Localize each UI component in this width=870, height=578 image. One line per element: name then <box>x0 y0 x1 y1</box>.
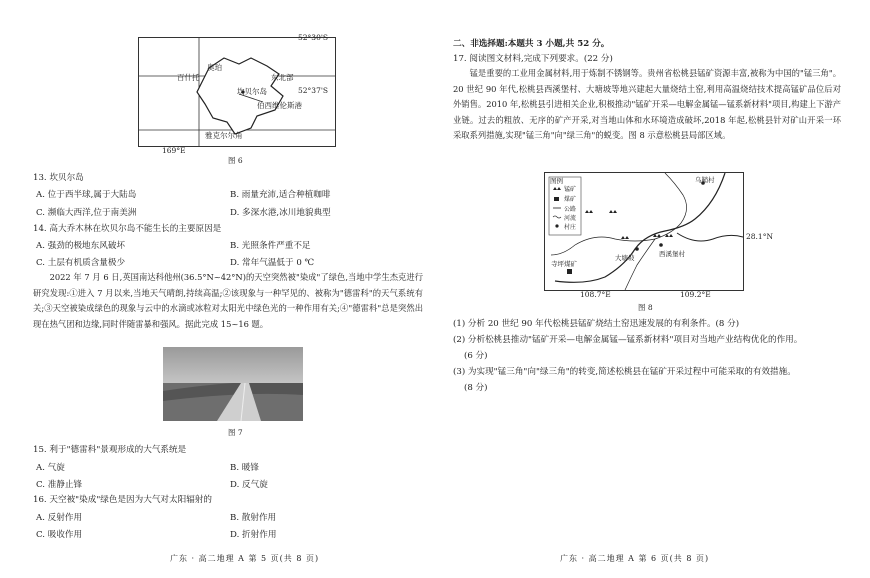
option-c[interactable]: C. 濒临大西洋,位于南美洲 <box>36 208 137 218</box>
page-footer: 广东 · 高二地理 A 第 6 页(共 8 页) <box>560 554 710 563</box>
option-d[interactable]: D. 常年气温低于 0 ℃ <box>230 258 315 268</box>
latitude-label: 28.1°N <box>746 232 774 241</box>
sub-question-1: (1) 分析 20 世纪 90 年代松桃县锰矿烧结土窑迅速发展的有利条件。(8 分) <box>453 319 740 329</box>
map-label: 奥珀 <box>207 63 222 72</box>
legend-item: 村庄 <box>564 224 577 231</box>
option-d[interactable]: D. 多深水港,冰川地貌典型 <box>230 208 331 218</box>
latitude-label: 52°37'S <box>298 86 329 95</box>
place-label: 西溪堡村 <box>659 250 685 258</box>
longitude-label: 109.2°E <box>680 290 711 299</box>
option-b[interactable]: B. 暖锋 <box>230 463 259 473</box>
place-label: 寺坪煤矿 <box>551 260 577 268</box>
question-17-material: 锰是重要的工业用金属材料,用于炼制不锈钢等。贵州省松桃县锰矿资源丰富,被称为中国的"锰三角"。20 世纪 90 年代,松桃县西溪堡村、大塘坡等地兴建起大量烧结土窑,利用高温烧结技术提高锰矿品位后对外销售。2010 年,松桃县引进相关企业,积极推动"锰矿开采—电解金属锰—锰系新材料"项目,构建上下游产业链。过去的粗放、无序的矿产开采,对当地山体和水环境造成破坏,2018 年起,松桃县针对矿山开采一环采取系列措施,实现"锰三角"向"绿三角"的蜕变。图 8 示意松桃县局部区域。 <box>453 68 841 140</box>
figure-8-caption: 图 8 <box>638 303 653 312</box>
right-page <box>450 0 850 578</box>
figure-6-caption: 图 6 <box>228 156 243 165</box>
place-label: 大塘坡 <box>615 254 635 262</box>
sub-question-2: (2) 分析松桃县推动"锰矿开采—电解金属锰—锰系新材料"项目对当地产业结构优化的作用。 <box>453 335 803 345</box>
option-a[interactable]: A. 气旋 <box>36 463 65 473</box>
question-14-stem: 14. 高大乔木林在坎贝尔岛不能生长的主要原因是 <box>33 224 222 234</box>
legend-item: 煤矿 <box>564 196 577 203</box>
option-d[interactable]: D. 反气旋 <box>230 480 268 490</box>
sub-question-3-score: (8 分) <box>464 383 488 393</box>
question-15-stem: 15. 利于"德雷科"景观形成的大气系统是 <box>33 445 187 455</box>
map-label: 坎贝尔岛 <box>237 87 267 96</box>
latitude-label: 52°30'S <box>298 33 329 42</box>
option-a[interactable]: A. 反射作用 <box>36 513 83 523</box>
legend-title: 图例 <box>550 177 563 185</box>
passage-15-16: 2022 年 7 月 6 日,英国南达科他州(36.5°N~42°N)的天空突然被"染成"了绿色,当地中学生杰克进行研究发现:①进入 7 月以来,当地天气晴朗,持续高温;②该现象与一种罕见的、被称为"德雷科"的天气系统有关;③天空被染成绿色的现象与云中的水滴或冰粒对太阳光中绿色光的一种作用有关;④"德雷科"总是突然出现在热气团和边缘,同时伴随雷暴和强风。据此完成 15~16 题。 <box>33 272 423 329</box>
option-a[interactable]: A. 位于西半球,属于大陆岛 <box>36 190 137 200</box>
section-heading: 二、非选择题:本题共 3 小题,共 52 分。 <box>453 39 610 49</box>
map-label: 百什托 <box>177 73 200 82</box>
figure-7-caption: 图 7 <box>228 428 243 437</box>
question-13-stem: 13. 坎贝尔岛 <box>33 173 84 183</box>
option-b[interactable]: B. 雨量充沛,适合种植咖啡 <box>230 190 331 200</box>
legend-item: 锰矿 <box>564 186 577 193</box>
sub-question-2-score: (6 分) <box>464 351 488 361</box>
option-c[interactable]: C. 准静止锋 <box>36 480 83 490</box>
map-label: 雅克尔尔角 <box>205 131 243 140</box>
place-label: 乌鞘村 <box>695 176 715 184</box>
longitude-label: 169°E <box>162 146 186 155</box>
question-16-stem: 16. 天空被"染成"绿色是因为大气对太阳辐射的 <box>33 495 212 505</box>
page-footer: 广东 · 高二地理 A 第 5 页(共 8 页) <box>170 554 320 563</box>
option-b[interactable]: B. 光照条件严重不足 <box>230 241 311 251</box>
figure-7-photo <box>163 347 303 421</box>
option-c[interactable]: C. 土层有机质含量极少 <box>36 258 126 268</box>
legend-item: 河流 <box>564 215 577 222</box>
option-b[interactable]: B. 散射作用 <box>230 513 277 523</box>
legend-item: 公路 <box>564 206 577 213</box>
option-a[interactable]: A. 强劲的极地东风破坏 <box>36 241 126 251</box>
map-label: 伯西维伦斯港 <box>257 101 302 110</box>
longitude-label: 108.7°E <box>580 290 611 299</box>
sub-question-3: (3) 为实现"锰三角"向"绿三角"的转变,简述松桃县在锰矿开采过程中可能采取的有效措施。 <box>453 367 796 377</box>
figure-8-map <box>544 172 744 291</box>
map-label: 东北部 <box>271 73 294 82</box>
left-page <box>30 0 430 578</box>
option-d[interactable]: D. 折射作用 <box>230 530 277 540</box>
question-17-heading: 17. 阅读图文材料,完成下列要求。(22 分) <box>453 54 613 64</box>
option-c[interactable]: C. 吸收作用 <box>36 530 83 540</box>
